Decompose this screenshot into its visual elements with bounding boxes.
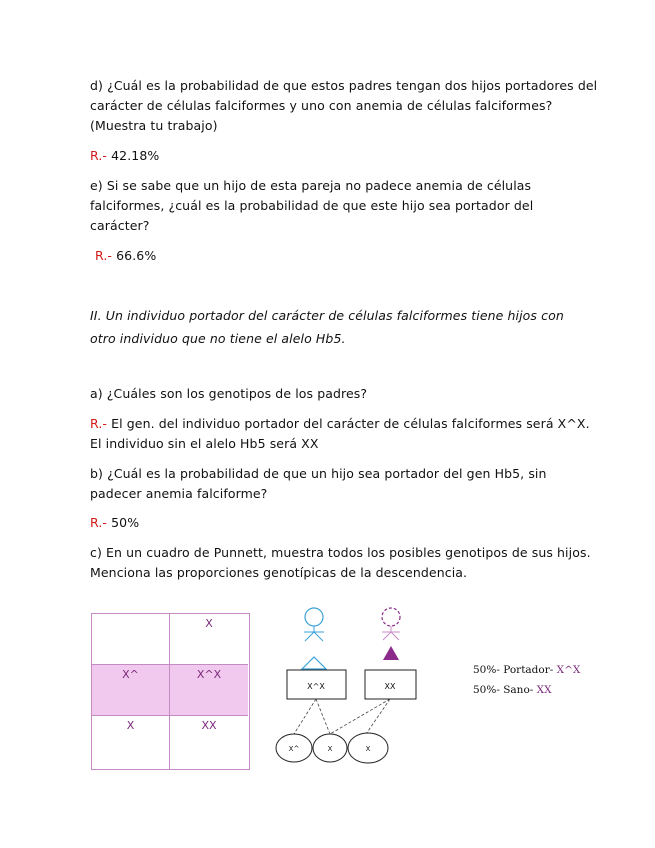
answer-d-value: 42.18%: [107, 148, 160, 163]
legend-healthy-value: XX: [536, 684, 552, 696]
question-d-line2: carácter de células falciformes y uno con anemia de células falciformes?: [90, 98, 553, 113]
child1-genotype: X^: [288, 745, 300, 753]
punnett-mid-left-label: X^: [122, 668, 139, 681]
legend-healthy: [473, 684, 552, 696]
child2-genotype: X: [327, 745, 333, 753]
legend-carrier-prefix: 50%- Portador-: [473, 664, 557, 676]
answer-e-value: 66.6%: [112, 248, 157, 263]
legend-healthy-prefix: 50%- Sano-: [473, 684, 537, 696]
punnett-bot-right-label: XX: [201, 719, 217, 732]
question-d-line1: d) ¿Cuál es la probabilidad de que estos padres tengan dos hijos portadores del: [90, 78, 598, 93]
parent2-figure-icon: [382, 608, 400, 660]
parent1-genotype: X^X: [307, 682, 325, 691]
parent1-figure-icon: [302, 608, 326, 669]
question-a: a) ¿Cuáles son los genotipos de los padres?: [90, 386, 368, 401]
section-ii-line1: II. Un individuo portador del carácter de células falciformes tiene hijos con: [90, 308, 564, 323]
question-b-line1: b) ¿Cuál es la probabilidad de que un hijo sea portador del gen Hb5, sin: [90, 466, 547, 481]
legend-carrier: [473, 664, 580, 676]
pedigree-lines: [294, 699, 390, 734]
answer-e-prefix: R.-: [95, 248, 113, 263]
question-e-line2: falciformes, ¿cuál es la probabilidad de que este hijo sea portador del: [90, 198, 534, 213]
question-b-line2: padecer anemia falciforme?: [90, 486, 268, 501]
punnett-bot-left-label: X: [126, 719, 135, 732]
answer-b-prefix: R.-: [90, 515, 108, 530]
question-e-line3: carácter?: [90, 218, 150, 233]
child3-genotype: X: [365, 745, 371, 753]
parent2-genotype: XX: [384, 682, 396, 691]
punnett-mid-right-label: X^X: [196, 668, 222, 681]
section-ii-line2: otro individuo que no tiene el alelo Hb5.: [90, 331, 346, 346]
answer-a-line1: El gen. del individuo portador del carácter de células falciformes será X^X.: [107, 416, 590, 431]
question-c-line1: c) En un cuadro de Punnett, muestra todos los posibles genotipos de sus hijos.: [90, 545, 591, 560]
answer-d-prefix: R.-: [90, 148, 108, 163]
answer-a-prefix: R.-: [90, 416, 108, 431]
question-e-line1: e) Si se sabe que un hijo de esta pareja no padece anemia de células: [90, 178, 532, 193]
legend-carrier-value: X^X: [556, 664, 581, 676]
punnett-top-right-label: X: [205, 617, 213, 630]
question-c-line2: Menciona las proporciones genotípicas de la descendencia.: [90, 565, 468, 580]
question-d-line3: (Muestra tu trabajo): [90, 118, 218, 133]
answer-a-line2: El individuo sin el alelo Hb5 será XX: [90, 436, 319, 451]
answer-b-value: 50%: [107, 515, 140, 530]
